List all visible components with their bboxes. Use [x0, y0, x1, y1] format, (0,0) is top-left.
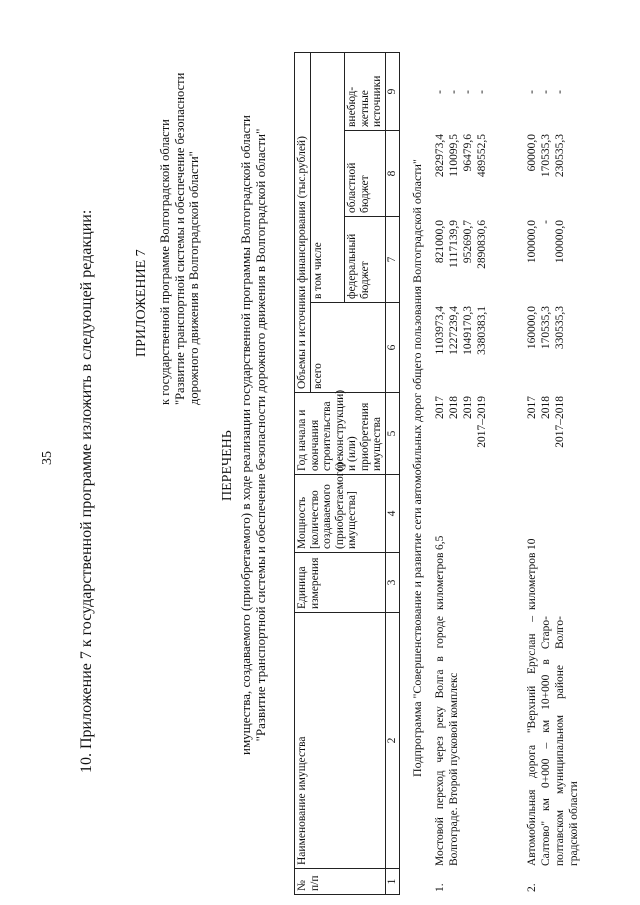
year-value: 2017–2018: [554, 396, 566, 448]
row-capacity: 10: [526, 538, 538, 550]
year-value: 2017–2019: [476, 396, 488, 448]
row-num: 1.: [434, 883, 446, 892]
federal-value: 1117139,9: [448, 220, 460, 269]
index-cell: 9: [385, 52, 399, 130]
row-capacity: 6,5: [434, 535, 446, 550]
header-funding: Объемы и источники финансирования (тыс.рублей): [295, 52, 311, 392]
appendix-subtitle-line: дорожного движения в Волгоградской области": [187, 151, 201, 405]
row-total: [524, 303, 582, 393]
total-value: 1049170,3: [462, 306, 474, 355]
index-cell: 8: [385, 131, 399, 217]
row-extra: [524, 53, 582, 131]
header-extra: внебюд-жетные источники: [345, 52, 386, 130]
document-subtitle-line: имущества, создаваемого (приобретаемого) в ходе реализации государственной программы Волгоградской области: [238, 115, 253, 755]
federal-value: 952690,7: [462, 220, 474, 264]
total-value: 1103973,4: [434, 306, 446, 355]
header-name: Наименование имущества: [295, 613, 386, 869]
row-name: Мостовой переход через реку Волга в городе Волгограде. Второй пусковой комплекс: [434, 616, 460, 866]
regional-value: 60000,0: [526, 134, 538, 172]
regional-value: 170535,3: [540, 134, 552, 178]
regional-value: 230535,3: [554, 134, 566, 178]
extra-value: -: [540, 90, 552, 94]
year-value: 2018: [540, 396, 552, 419]
header-regional: областной бюджет: [345, 131, 386, 217]
index-cell: 1: [385, 869, 399, 895]
row-num: 2.: [526, 883, 538, 892]
extra-value: -: [434, 90, 446, 94]
year-value: 2018: [448, 396, 460, 419]
regional-value: 110099,5: [448, 134, 460, 177]
page-number: 35: [40, 451, 55, 465]
row-years: [524, 393, 582, 475]
total-value: 160000,0: [526, 306, 538, 350]
appendix-subtitle-line: к государственной программе Волгоградской области: [158, 119, 172, 405]
index-cell: 6: [385, 303, 399, 393]
regional-value: 489552,5: [476, 134, 488, 178]
total-value: 330535,3: [554, 306, 566, 350]
federal-value: -: [540, 220, 552, 224]
header-total: всего: [310, 303, 385, 393]
document-subtitle-line: "Развитие транспортной системы и обеспечение безопасности дорожного движения в Волгоградской области": [253, 128, 268, 742]
total-value: 1227239,4: [448, 306, 460, 355]
extra-value: -: [554, 90, 566, 94]
year-value: 2017: [526, 396, 538, 419]
total-value: 170535,3: [540, 306, 552, 350]
year-value: 2017: [434, 396, 446, 419]
extra-value: -: [462, 90, 474, 94]
extra-value: -: [476, 90, 488, 94]
federal-value: 100000,0: [526, 220, 538, 264]
row-name: Автомобильная дорога "Верхний Еруслан – Салтово" км 0+000 – км 10+000 в Старополтавском муниципальном районе Волгоградской области: [526, 616, 580, 866]
index-cell: 7: [385, 217, 399, 303]
row-years: [432, 393, 524, 475]
header-incl: в том числе: [310, 52, 345, 302]
federal-value: 821000,0: [434, 220, 446, 264]
amendment-text: 10. Приложение 7 к государственной программе изложить в следующей редакции:: [78, 209, 95, 773]
row-unit: километров: [526, 552, 538, 610]
index-cell: 2: [385, 613, 399, 869]
federal-value: 2890830,6: [476, 220, 488, 269]
row-regional: [524, 131, 582, 217]
appendix-subtitle: [158, 72, 202, 405]
extra-value: -: [526, 90, 538, 94]
table-row: [524, 53, 582, 895]
table-row: [432, 53, 524, 895]
row-unit: километров: [434, 552, 446, 610]
row-federal: [524, 217, 582, 303]
regional-value: 96479,6: [462, 134, 474, 172]
column-index-row: [385, 52, 399, 894]
document-title: ПЕРЕЧЕНЬ: [220, 430, 235, 501]
property-table-header: [294, 52, 400, 895]
appendix-title: ПРИЛОЖЕНИЕ 7: [134, 249, 149, 357]
row-extra: [432, 53, 524, 131]
regional-value: 282973,4: [434, 134, 446, 178]
header-capacity: Мощность [количество создаваемого (приобретаемого) имущества]: [295, 475, 386, 553]
extra-value: -: [448, 90, 460, 94]
total-value: 3380383,1: [476, 306, 488, 355]
document-subtitle: [238, 115, 268, 755]
row-regional: [432, 131, 524, 217]
appendix-subtitle-line: "Развитие транспортной системы и обеспечение безопасности: [172, 72, 187, 405]
header-years: Год начала и окончания строительства (реконструкции) и (или) приобретения имущества: [295, 393, 386, 475]
index-cell: 5: [385, 393, 399, 475]
header-unit: Единица измерения: [295, 553, 386, 613]
index-cell: 3: [385, 553, 399, 613]
index-cell: 4: [385, 475, 399, 553]
federal-value: 100000,0: [554, 220, 566, 264]
year-value: 2019: [462, 396, 474, 419]
header-federal: федеральный бюджет: [345, 217, 386, 303]
subprogram-title: Подпрограмма "Совершенствование и развитие сети автомобильных дорог общего пользования Волгоградской области": [410, 159, 424, 777]
header-num: № п/п: [295, 869, 386, 895]
row-federal: [432, 217, 524, 303]
property-table-body: [432, 53, 582, 895]
row-total: [432, 303, 524, 393]
